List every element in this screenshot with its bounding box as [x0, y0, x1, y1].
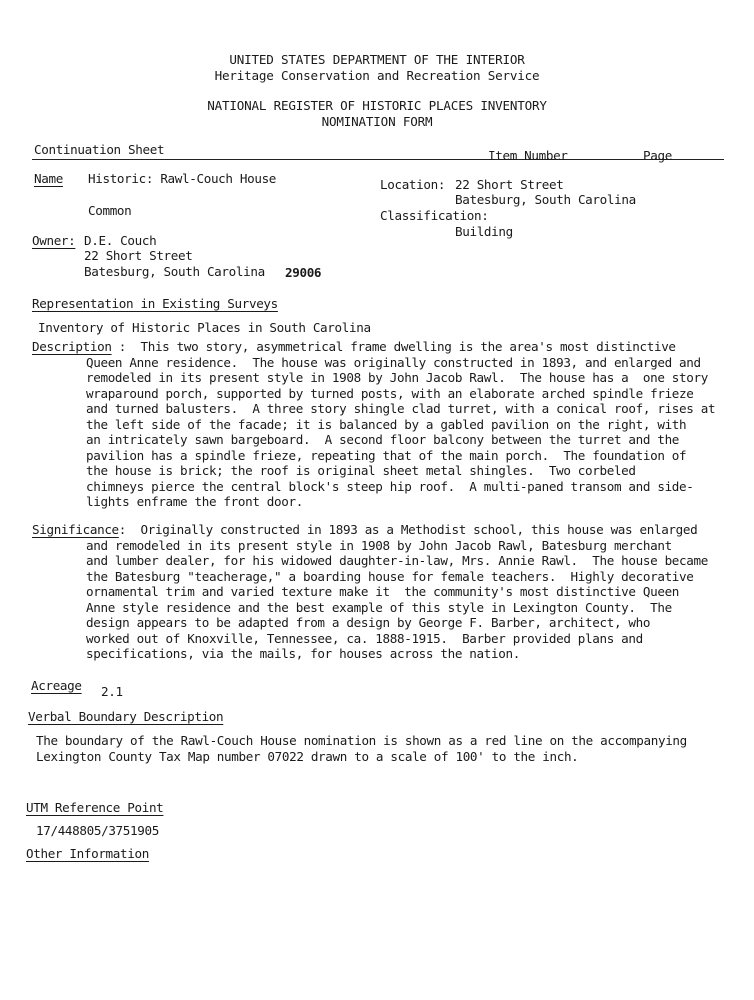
significance-line: and remodeled in its present style in 1908 by John Jacob Rawl, Batesburg merchant — [86, 538, 672, 553]
boundary-line: Lexington County Tax Map number 07022 drawn to a scale of 100' to the inch. — [36, 749, 579, 764]
utm-value: 17/448805/3751905 — [36, 823, 159, 838]
owner-name: D.E. Couch — [84, 233, 157, 248]
boundary-heading: Verbal Boundary Description — [28, 709, 224, 724]
name-label: Name — [34, 171, 63, 186]
owner-city: Batesburg, South Carolina — [84, 264, 265, 279]
description-line: Queen Anne residence. The house was originally constructed in 1893, and enlarged and — [86, 355, 701, 370]
other-information-heading: Other Information — [26, 846, 149, 861]
owner-zip: 29006 — [285, 265, 322, 280]
owner-label: Owner: — [32, 233, 76, 248]
significance-line: the Batesburg "teacherage," a boarding house for female teachers. Highly decorative — [86, 569, 694, 584]
agency-subtitle: Heritage Conservation and Recreation Service — [214, 68, 540, 83]
item-number-label: Item Number — [488, 148, 568, 163]
surveys-value: Inventory of Historic Places in South Carolina — [38, 320, 371, 335]
significance-line: and lumber dealer, for his widowed daughter-in-law, Mrs. Annie Rawl. The house became — [86, 553, 708, 568]
description-line: chimneys pierce the central block's steep hip roof. A multi-paned transom and side- — [86, 479, 694, 494]
description-line: pavilion has a spindle frieze, repeating that of the main porch. The foundation of — [86, 448, 687, 463]
description-line: remodeled in its present style in 1908 by John Jacob Rawl. The house has a one story — [86, 370, 708, 385]
historic-name: Historic: Rawl-Couch House — [88, 171, 277, 186]
description-line: and turned balusters. A three story shingle clad turret, with a conical roof, rises at — [86, 401, 716, 416]
owner-street: 22 Short Street — [84, 248, 193, 263]
description-label: Description — [32, 339, 112, 354]
agency-title: UNITED STATES DEPARTMENT OF THE INTERIOR — [229, 52, 525, 67]
location-line1: 22 Short Street — [455, 177, 564, 192]
common-name-label: Common — [88, 203, 132, 218]
location-line2: Batesburg, South Carolina — [455, 192, 636, 207]
location-label: Location: — [380, 177, 446, 192]
continuation-sheet-label: Continuation Sheet — [34, 142, 165, 157]
significance-line: ornamental trim and varied texture make it the community's most distinctive Queen — [86, 584, 680, 599]
significance-line: specifications, via the mails, for houses across the nation. — [86, 646, 520, 661]
acreage-value: 2.1 — [101, 684, 123, 699]
classification-value: Building — [455, 224, 513, 239]
form-subtitle: NOMINATION FORM — [321, 114, 433, 129]
description-line: lights enframe the front door. — [86, 494, 303, 509]
boundary-line: The boundary of the Rawl-Couch House nomination is shown as a red line on the accompanying — [36, 733, 687, 748]
classification-label: Classification: — [380, 208, 489, 223]
description-line: an intricately sawn bargeboard. A second floor balcony between the turret and the — [86, 432, 680, 447]
page-label: Page — [643, 148, 672, 163]
significance-line: worked out of Knoxville, Tennessee, ca. 1888-1915. Barber provided plans and — [86, 631, 643, 646]
significance-line: Anne style residence and the best example of this style in Lexington County. The — [86, 600, 672, 615]
acreage-label: Acreage — [31, 678, 82, 693]
significance-text: : Originally constructed in 1893 as a Methodist school, this house was enlarged — [118, 522, 698, 537]
surveys-heading: Representation in Existing Surveys — [32, 296, 278, 311]
description-line: the house is brick; the roof is original sheet metal shingles. Two corbeled — [86, 463, 636, 478]
significance-first-line — [32, 522, 697, 537]
description-line: the left side of the facade; it is balanced by a gabled pavilion on the right, with — [86, 417, 687, 432]
header-rule — [32, 159, 724, 160]
utm-heading: UTM Reference Point — [26, 800, 164, 815]
description-line: wraparound porch, supported by turned posts, with an elaborate arched spindle frieze — [86, 386, 694, 401]
description-text: : This two story, asymmetrical frame dwelling is the area's most distinctive — [111, 339, 676, 354]
significance-line: design appears to be adapted from a design by George F. Barber, architect, who — [86, 615, 651, 630]
description-first-line — [32, 339, 676, 354]
form-title: NATIONAL REGISTER OF HISTORIC PLACES INVENTORY — [207, 98, 547, 113]
significance-label: Significance — [32, 522, 119, 537]
